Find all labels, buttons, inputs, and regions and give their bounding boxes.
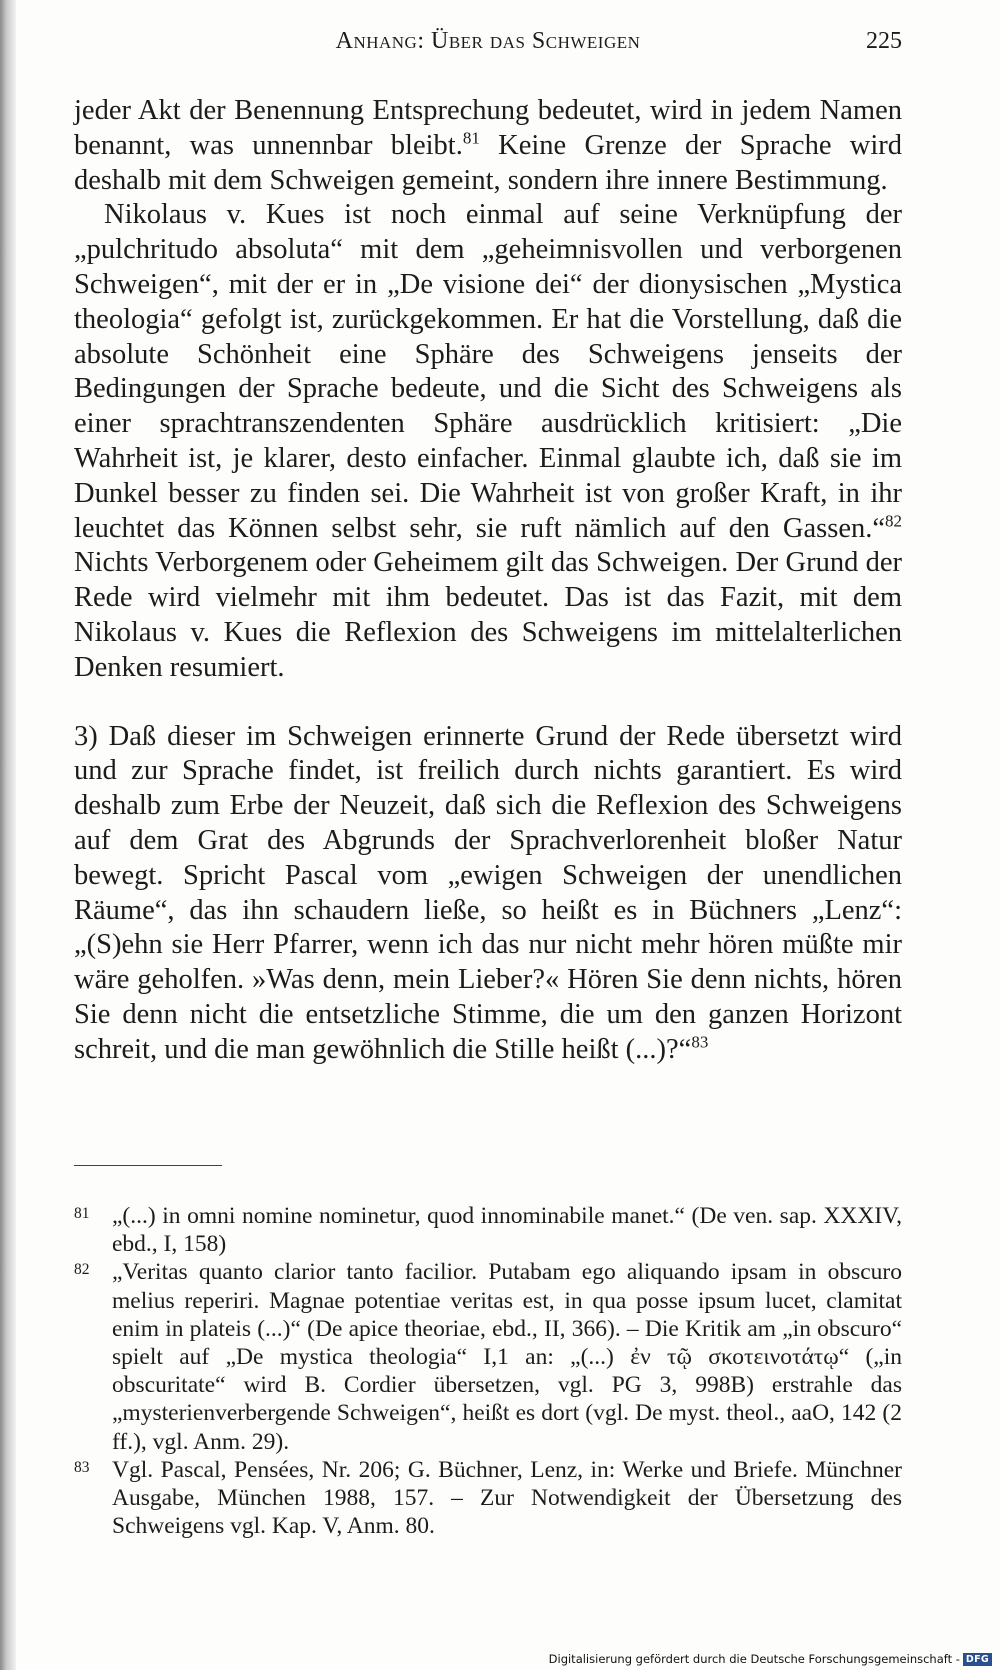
page-header <box>74 28 902 68</box>
footnote-ref-81: 81 <box>462 128 480 148</box>
dfg-logo: DFG <box>963 1653 992 1666</box>
footnote-82 <box>74 1258 902 1455</box>
paragraph-3-text: 3) Daß dieser im Schweigen erinnerte Grund der Rede übersetzt wird und zur Sprache findet, ist freilich durch nichts garantiert. Es wird deshalb zum Erbe der Neuzeit, daß sich die Reflexion des Schweigens auf dem Grat des Abgrunds der Sprachverlorenheit bloßer Natur bewegt. Spricht Pascal vom „ewigen Schweigen der unendlichen Räume“, das ihn schaudern ließe, so heißt es in Büchners „Lenz“: „(S)ehn sie Herr Pfarrer, wenn ich das nur nicht mehr hören müßte mir wäre geholfen. »Was denn, mein Lieber?« Hören Sie denn nichts, hören Sie denn nicht die entsetzliche Stimme, die um den ganzen Horizont schreit, und die man gewöhnlich die Stille heißt (...)?“ <box>74 720 902 1065</box>
footnote-text: Vgl. Pascal, Pensées, Nr. 206; G. Büchner, Lenz, in: Werke und Briefe. Münchner Ausgabe, München 1988, 157. – Zur Notwendigkeit der Übersetzung des Schweigens vgl. Kap. V, Anm. 80. <box>112 1456 902 1540</box>
digitization-credit <box>549 1652 992 1666</box>
running-head: Anhang: Über das Schweigen <box>335 28 641 54</box>
paragraph-2 <box>74 198 902 685</box>
paragraph-1-text-b: Keine Grenze der Sprache wird deshalb mit dem Schweigen gemeint, sondern ihre innere Bestimmung. <box>74 129 903 196</box>
footnote-text: „Veritas quanto clarior tanto facilior. Putabam ego aliquando ipsam in obscuro melius reperiri. Magnae potentiae veritas est, in qua posse ipsum lucet, clamitat enim in plateis (...)“ (De apice theoriae, ebd., II, 366). – Die Kritik am „in obscuro“ spielt auf „De mystica theologia“ I,1 an: „(...) ἐν τῷ σκοτεινοτάτῳ“ („in obscuritate“ wird B. Cordier übersetzen, vgl. PG 3, 998B) erstrahle das „mysterienverbergende Schweigen“, heißt es dort (vgl. De myst. theol., aaO, 142 (2 ff.), vgl. Anm. 29). <box>112 1259 902 1455</box>
page-number: 225 <box>866 28 902 54</box>
footnote-number: 83 <box>74 1458 90 1476</box>
footnote-ref-82: 82 <box>885 511 902 531</box>
footnote-83 <box>74 1456 902 1541</box>
footnote-81 <box>74 1202 902 1258</box>
main-text <box>74 94 902 1068</box>
footnote-text: „(...) in omni nomine nominetur, quod innominabile manet.“ (De ven. sap. XXXIV, ebd., I, 158) <box>112 1203 902 1258</box>
footnote-number: 81 <box>74 1205 90 1222</box>
page-gutter-shadow <box>0 0 16 1670</box>
footnote-number: 82 <box>74 1261 90 1279</box>
paragraph-1-text-a: jeder Akt der Benennung Entsprechung bedeutet, wird in jedem Namen benannt, was unnennbar bleibt. <box>74 95 902 161</box>
paragraph-2-text-a: Nikolaus v. Kues ist noch einmal auf seine Verknüpfung der „pulchritudo absoluta“ mit dem „geheimnisvollen und verborgenen Schweigen“, mit der er in „De visione dei“ der dionysischen „Mystica theologia“ gefolgt ist, zurückgekommen. Er hat die Vorstellung, daß die absolute Schönheit eine Sphäre des Schweigens jenseits der Bedingungen der Sprache bedeute, und die Sicht des Schweigens als einer sprachtranszendenten Sphäre ausdrücklich kritisiert: „Die Wahrheit ist, je klarer, desto einfacher. Einmal glaubte ich, daß sie im Dunkel besser zu finden sei. Die Wahrheit ist von großer Kraft, in ihr leuchtet das Können selbst sehr, sie ruft nämlich auf den Gassen.“ <box>74 199 902 544</box>
paragraph-1 <box>74 94 902 198</box>
paragraph-3 <box>74 720 902 1068</box>
footnote-separator <box>74 1165 222 1166</box>
paragraph-2-text-b: Nichts Verborgenem oder Geheimem gilt das Schweigen. Der Grund der Rede wird vielmehr mit ihm bedeutet. Das ist das Fazit, mit dem Nikolaus v. Kues die Reflexion des Schweigens im mittelalterlichen Denken resumiert. <box>74 547 902 683</box>
credit-text: Digitalisierung gefördert durch die Deutsche Forschungsgemeinschaft - <box>548 1652 960 1666</box>
footnotes <box>74 1202 902 1540</box>
footnote-ref-83: 83 <box>691 1032 709 1052</box>
